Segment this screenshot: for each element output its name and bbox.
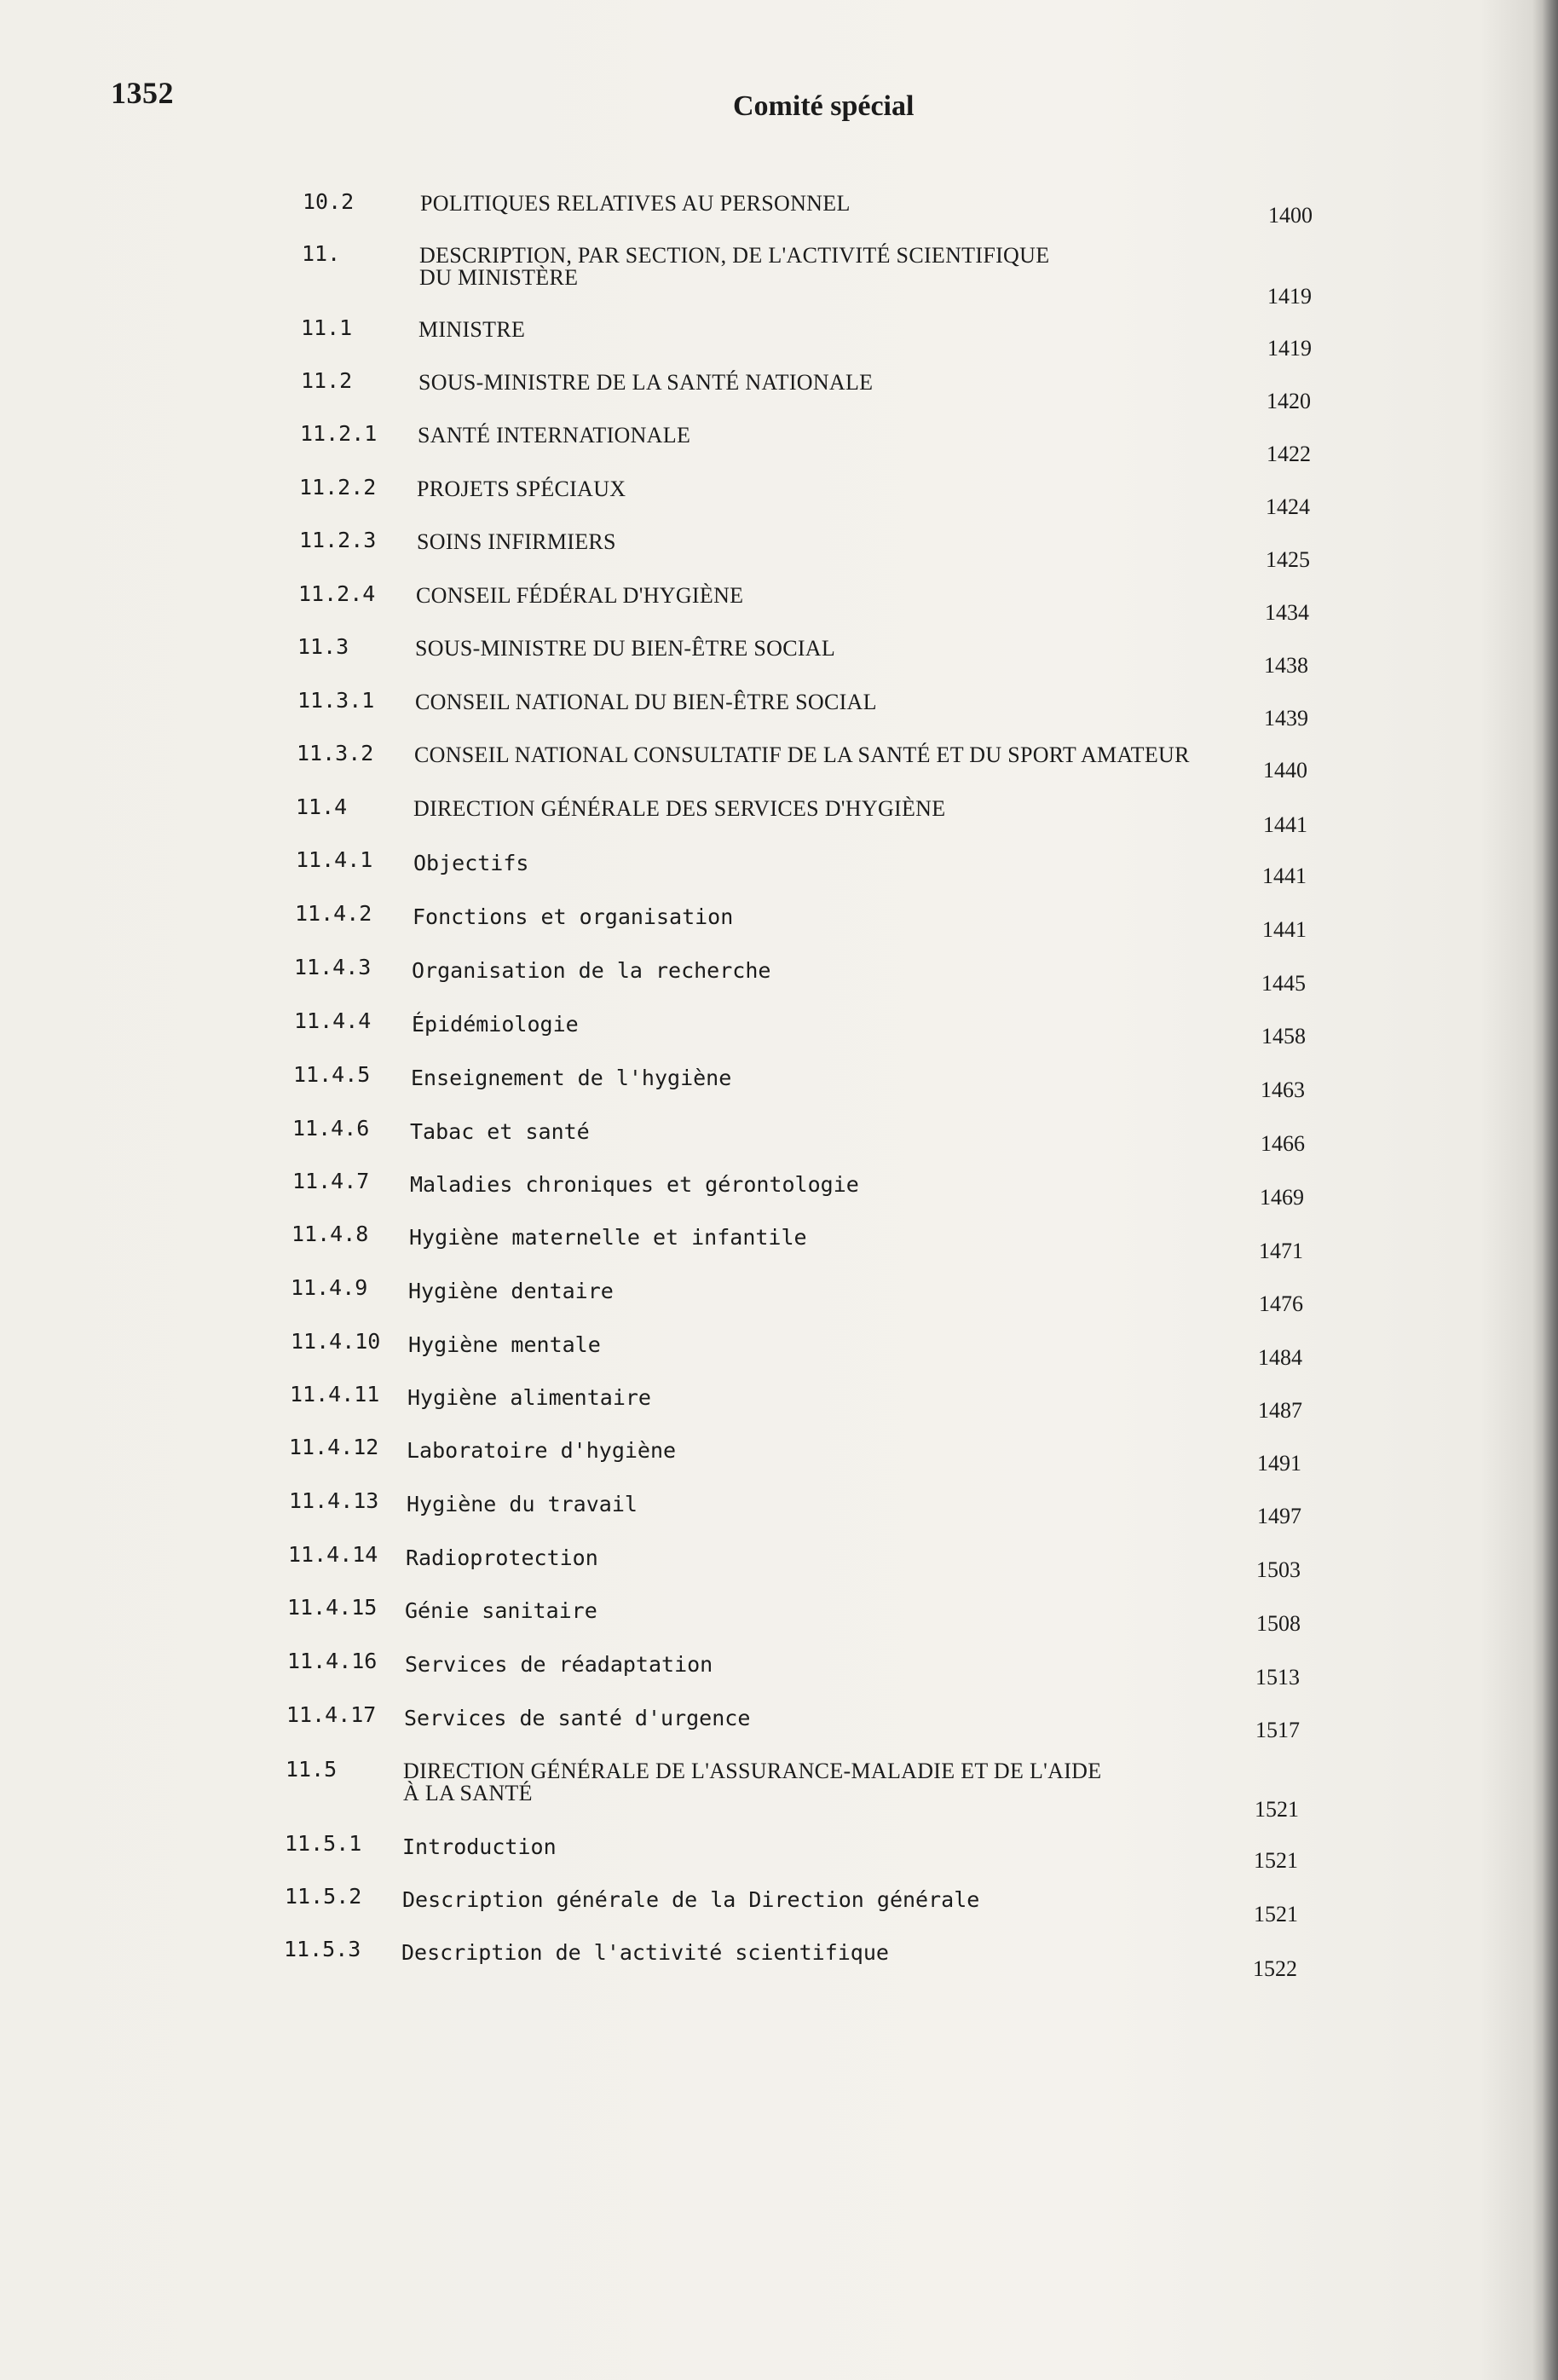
toc-entry (0, 741, 1558, 800)
toc-entry (0, 1937, 1558, 1996)
toc-entry-page: 1400 (1268, 203, 1313, 228)
toc-entry-title: SANTÉ INTERNATIONALE (418, 423, 691, 448)
toc-entry-title: Génie sanitaire (405, 1598, 597, 1623)
toc-entry-title: Introduction (402, 1834, 557, 1859)
toc-entry (0, 421, 1558, 481)
toc-entry-number: 11.4.3 (294, 955, 372, 979)
toc-entry-number: 11.5.1 (285, 1831, 362, 1856)
toc-entry-title: CONSEIL NATIONAL CONSULTATIF DE LA SANTÉ ET DU SPORT AMATEUR (414, 742, 1190, 767)
toc-entry (0, 1649, 1558, 1708)
toc-entry (0, 955, 1558, 1014)
toc-entry-page: 1463 (1261, 1077, 1305, 1102)
toc-entry-page: 1445 (1261, 971, 1306, 996)
toc-entry (0, 1488, 1558, 1548)
toc-entry-page: 1491 (1257, 1451, 1301, 1476)
toc-entry-number: 11.5.3 (284, 1937, 361, 1961)
toc-entry-number: 11. (302, 241, 341, 266)
toc-entry-page: 1434 (1265, 600, 1309, 625)
toc-entry (0, 901, 1558, 961)
toc-entry (0, 1116, 1558, 1176)
toc-entry-page: 1440 (1263, 758, 1307, 783)
toc-entry (0, 1382, 1558, 1441)
toc-entry-number: 11.5 (286, 1757, 338, 1782)
toc-entry-page: 1521 (1254, 1902, 1298, 1927)
toc-entry-page: 1508 (1256, 1611, 1301, 1636)
toc-entry-title: Radioprotection (406, 1545, 598, 1570)
toc-entry-page: 1497 (1257, 1504, 1301, 1528)
toc-entry-page: 1441 (1263, 812, 1307, 837)
toc-entry-number: 11.2.4 (298, 581, 376, 606)
toc-entry-page: 1419 (1267, 336, 1312, 361)
toc-entry (0, 1169, 1558, 1228)
toc-entry-page: 1441 (1262, 917, 1307, 942)
toc-entry-page: 1466 (1261, 1131, 1305, 1156)
toc-entry (0, 528, 1558, 587)
toc-entry-number: 10.2 (303, 189, 355, 214)
toc-entry-title: MINISTRE (418, 317, 526, 342)
toc-entry-page: 1521 (1254, 1848, 1298, 1873)
toc-entry-title: SOINS INFIRMIERS (417, 529, 616, 554)
toc-entry (0, 1595, 1558, 1655)
toc-entry (0, 847, 1558, 907)
toc-entry (0, 1062, 1558, 1122)
toc-entry-title: Objectifs (413, 851, 529, 875)
toc-entry-number: 11.4.5 (293, 1062, 371, 1087)
running-title: Comité spécial (733, 90, 915, 122)
toc-entry-title: PROJETS SPÉCIAUX (417, 477, 626, 501)
toc-entry-title: Services de santé d'urgence (404, 1706, 751, 1730)
toc-entry-title: POLITIQUES RELATIVES AU PERSONNEL (420, 191, 851, 216)
toc-entry-page: 1439 (1264, 706, 1308, 731)
toc-entry-page: 1484 (1258, 1345, 1302, 1370)
toc-entry-number: 11.5.2 (285, 1884, 362, 1909)
toc-entry-title: DESCRIPTION, PAR SECTION, DE L'ACTIVITÉ SCIENTIFIQUE DU MINISTÈRE (419, 243, 1050, 290)
page-edge-shadow (1532, 0, 1558, 2380)
toc-entry (0, 1542, 1558, 1602)
toc-entry-title: Tabac et santé (410, 1119, 590, 1144)
toc-entry-title: Hygiène dentaire (408, 1279, 614, 1303)
toc-entry-number: 11.2.1 (300, 421, 378, 446)
toc-entry-title: Épidémiologie (412, 1012, 579, 1037)
toc-entry (0, 475, 1558, 534)
toc-entry-number: 11.2 (301, 368, 353, 393)
toc-entry-page: 1471 (1259, 1239, 1303, 1263)
toc-entry-title: Hygiène du travail (407, 1492, 638, 1516)
toc-entry-number: 11.4.17 (286, 1702, 377, 1727)
toc-entry-number: 11.4.9 (291, 1275, 368, 1300)
toc-entry-page: 1487 (1258, 1398, 1302, 1423)
toc-entry-number: 11.2.3 (299, 528, 377, 552)
toc-entry-number: 11.3.1 (297, 688, 375, 713)
toc-entry-page: 1458 (1261, 1024, 1306, 1048)
toc-entry-page: 1517 (1255, 1718, 1300, 1742)
toc-entry (0, 1435, 1558, 1494)
toc-entry-number: 11.3 (297, 634, 349, 659)
toc-entry-page: 1422 (1267, 442, 1311, 466)
toc-entry-number: 11.4.14 (288, 1542, 378, 1567)
toc-entry (0, 1702, 1558, 1762)
toc-entry-page: 1521 (1255, 1797, 1299, 1822)
toc-entry (0, 368, 1558, 428)
toc-entry (0, 1831, 1558, 1891)
toc-entry-title: Description générale de la Direction générale (402, 1887, 980, 1912)
toc-entry-number: 11.3.2 (297, 741, 374, 765)
toc-entry (0, 315, 1558, 375)
toc-entry-number: 11.4.11 (290, 1382, 380, 1407)
toc-entry-page: 1424 (1266, 494, 1310, 519)
toc-entry-number: 11.4.10 (291, 1329, 381, 1354)
toc-entry-number: 11.4.13 (289, 1488, 379, 1513)
toc-entry-number: 11.4.4 (294, 1008, 372, 1033)
toc-entry (0, 581, 1558, 641)
toc-entry (0, 1275, 1558, 1335)
toc-entry-title: Laboratoire d'hygiène (407, 1438, 677, 1463)
toc-entry-page: 1469 (1260, 1185, 1304, 1210)
toc-entry-number: 11.4.6 (292, 1116, 370, 1141)
toc-entry (0, 1884, 1558, 1944)
toc-entry-page: 1441 (1262, 864, 1307, 888)
toc-entry-number: 11.4.16 (287, 1649, 378, 1673)
toc-entry-page: 1503 (1256, 1557, 1301, 1582)
toc-entry-title: Hygiène maternelle et infantile (409, 1225, 807, 1250)
toc-entry-title: Organisation de la recherche (412, 958, 771, 983)
toc-entry-title: SOUS-MINISTRE DU BIEN-ÊTRE SOCIAL (415, 636, 836, 661)
toc-entry-number: 11.4.15 (287, 1595, 378, 1620)
toc-entry-title: Services de réadaptation (405, 1652, 713, 1677)
toc-entry-title: DIRECTION GÉNÉRALE DE L'ASSURANCE-MALADIE ET DE L'AIDE À LA SANTÉ (403, 1759, 1102, 1805)
toc-entry (0, 241, 1558, 309)
toc-entry-title: DIRECTION GÉNÉRALE DES SERVICES D'HYGIÈNE (413, 796, 946, 821)
toc-entry-number: 11.4.1 (296, 847, 373, 872)
toc-entry-number: 11.4.7 (292, 1169, 370, 1193)
toc-entry (0, 794, 1558, 854)
toc-entry-number: 11.4 (296, 794, 348, 819)
page-number: 1352 (111, 76, 174, 110)
toc-entry-number: 11.2.2 (299, 475, 377, 500)
toc-entry-title: Maladies chroniques et gérontologie (410, 1172, 859, 1197)
toc-entry-title: Hygiène mentale (408, 1332, 601, 1357)
toc-entry-page: 1419 (1267, 284, 1312, 309)
toc-entry-title: Fonctions et organisation (413, 904, 734, 929)
toc-entry-number: 11.4.2 (295, 901, 372, 926)
toc-entry-page: 1438 (1264, 653, 1308, 678)
toc-entry (0, 1329, 1558, 1389)
toc-entry (0, 688, 1558, 748)
toc-entry-page: 1522 (1253, 1956, 1297, 1981)
toc-entry (0, 1008, 1558, 1068)
toc-entry-title: SOUS-MINISTRE DE LA SANTÉ NATIONALE (418, 370, 874, 395)
toc-entry-number: 11.1 (301, 315, 353, 340)
toc-entry-page: 1476 (1259, 1291, 1303, 1316)
toc-entry-title: Enseignement de l'hygiène (411, 1066, 732, 1090)
toc-entry-title: CONSEIL NATIONAL DU BIEN-ÊTRE SOCIAL (415, 690, 877, 714)
toc-entry-number: 11.4.8 (291, 1222, 369, 1246)
toc-entry (0, 1222, 1558, 1281)
toc-entry-title: CONSEIL FÉDÉRAL D'HYGIÈNE (416, 583, 744, 608)
toc-entry-title: Hygiène alimentaire (407, 1385, 651, 1410)
toc-entry-page: 1420 (1267, 389, 1311, 413)
toc-entry (0, 1757, 1558, 1822)
toc-entry-title: Description de l'activité scientifique (401, 1940, 889, 1965)
toc-entry (0, 634, 1558, 694)
toc-entry-page: 1513 (1255, 1665, 1300, 1690)
toc-entry-page: 1425 (1266, 547, 1310, 572)
toc-entry (0, 189, 1558, 249)
toc-entry-number: 11.4.12 (289, 1435, 379, 1459)
